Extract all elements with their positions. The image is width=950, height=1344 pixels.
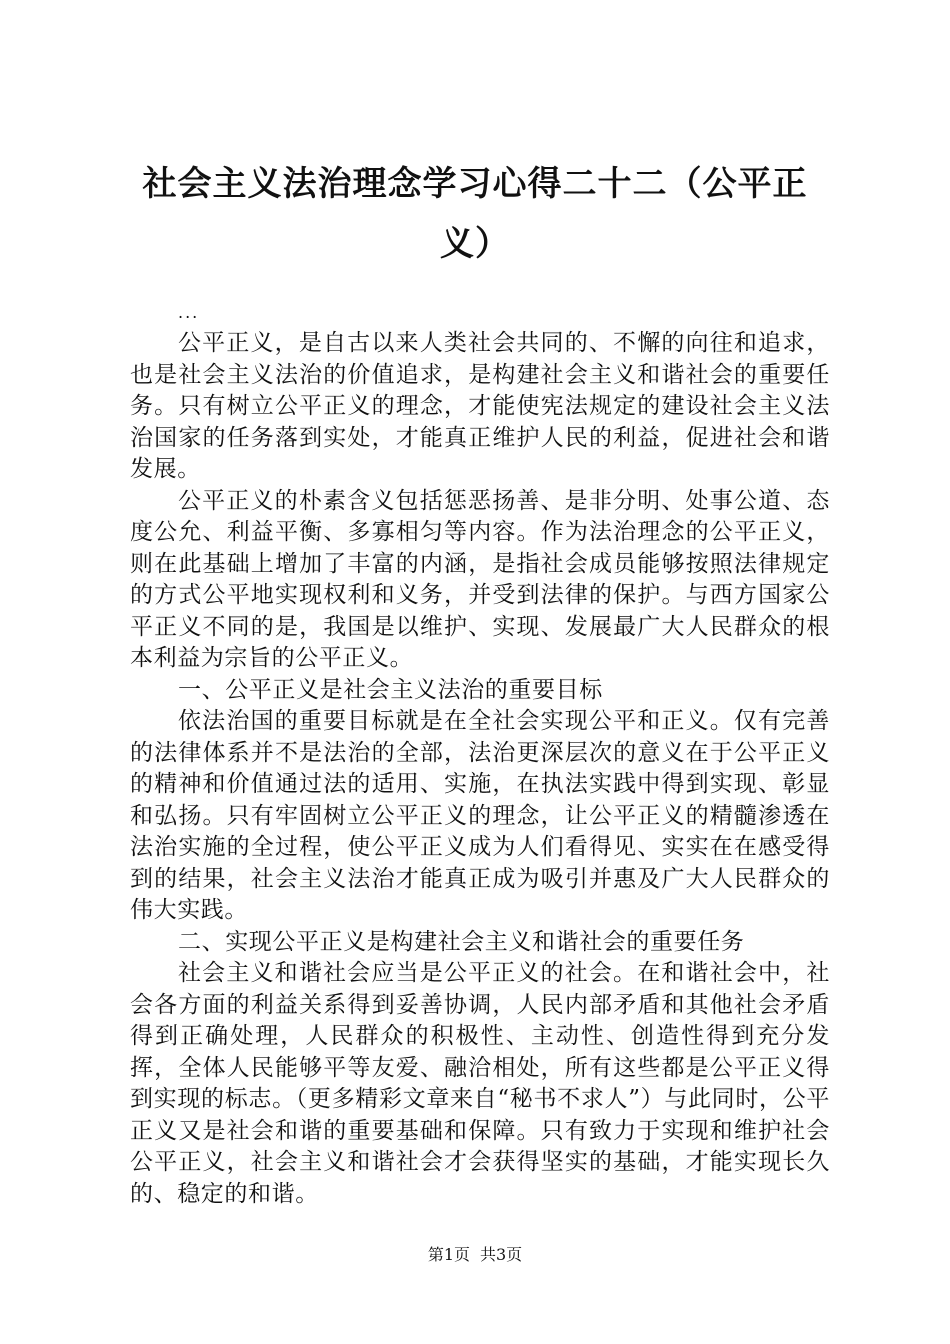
document-body bbox=[130, 328, 830, 1210]
section-heading-1: 一、公平正义是社会主义法治的重要目标 bbox=[178, 676, 603, 703]
ellipsis-marker: ... bbox=[178, 303, 200, 322]
paragraph-intro: 公平正义，是自古以来人类社会共同的、不懈的向往和追求，也是社会主义法治的价值追求，是构建社会主义和谐社会的重要任务。只有树立公平正义的理念，才能使宪法规定的建设社会主义法治国家的任务落到实处，才能真正维护人民的利益，促进社会和谐发展。 bbox=[130, 330, 830, 482]
paragraph-meaning: 公平正义的朴素含义包括惩恶扬善、是非分明、处事公道、态度公允、利益平衡、多寡相匀等内容。作为法治理念的公平正义，则在此基础上增加了丰富的内涵，是指社会成员能够按照法律规定的方式公平地实现权利和义务，并受到法律的保护。与西方国家公平正义不同的是，我国是以维护、实现、发展最广大人民群众的根本利益为宗旨的公平正义。 bbox=[130, 487, 830, 671]
document-title-line2: 义） bbox=[440, 224, 510, 264]
page-footer bbox=[0, 1245, 950, 1265]
page-total: 共3页 bbox=[480, 1245, 523, 1264]
section-heading-2: 二、实现公平正义是构建社会主义和谐社会的重要任务 bbox=[178, 928, 745, 955]
paragraph-section-1: 依法治国的重要目标就是在全社会实现公平和正义。仅有完善的法律体系并不是法治的全部，法治更深层次的意义在于公平正义的精神和价值通过法的适用、实施，在执法实践中得到实现、彰显和弘扬。只有牢固树立公平正义的理念，让公平正义的精髓渗透在法治实施的全过程，使公平正义成为人们看得见、实实在在感受得到的结果，社会主义法治才能真正成为吸引并惠及广大人民群众的伟大实践。 bbox=[130, 708, 830, 923]
document-title-line1: 社会主义法治理念学习心得二十二（公平正 bbox=[142, 164, 808, 204]
page-number: 第1页 bbox=[427, 1245, 470, 1264]
paragraph-section-2: 社会主义和谐社会应当是公平正义的社会。在和谐社会中，社会各方面的利益关系得到妥善协调，人民内部矛盾和其他社会矛盾得到正确处理，人民群众的积极性、主动性、创造性得到充分发挥，全体人民能够平等友爱、融洽相处，所有这些都是公平正义得到实现的标志。（更多精彩文章来自“秘书不求人”）与此同时，公平正义又是社会和谐的重要基础和保障。只有致力于实现和维护社会公平正义，社会主义和谐社会才会获得坚实的基础，才能实现长久的、稳定的和谐。 bbox=[130, 960, 830, 1207]
